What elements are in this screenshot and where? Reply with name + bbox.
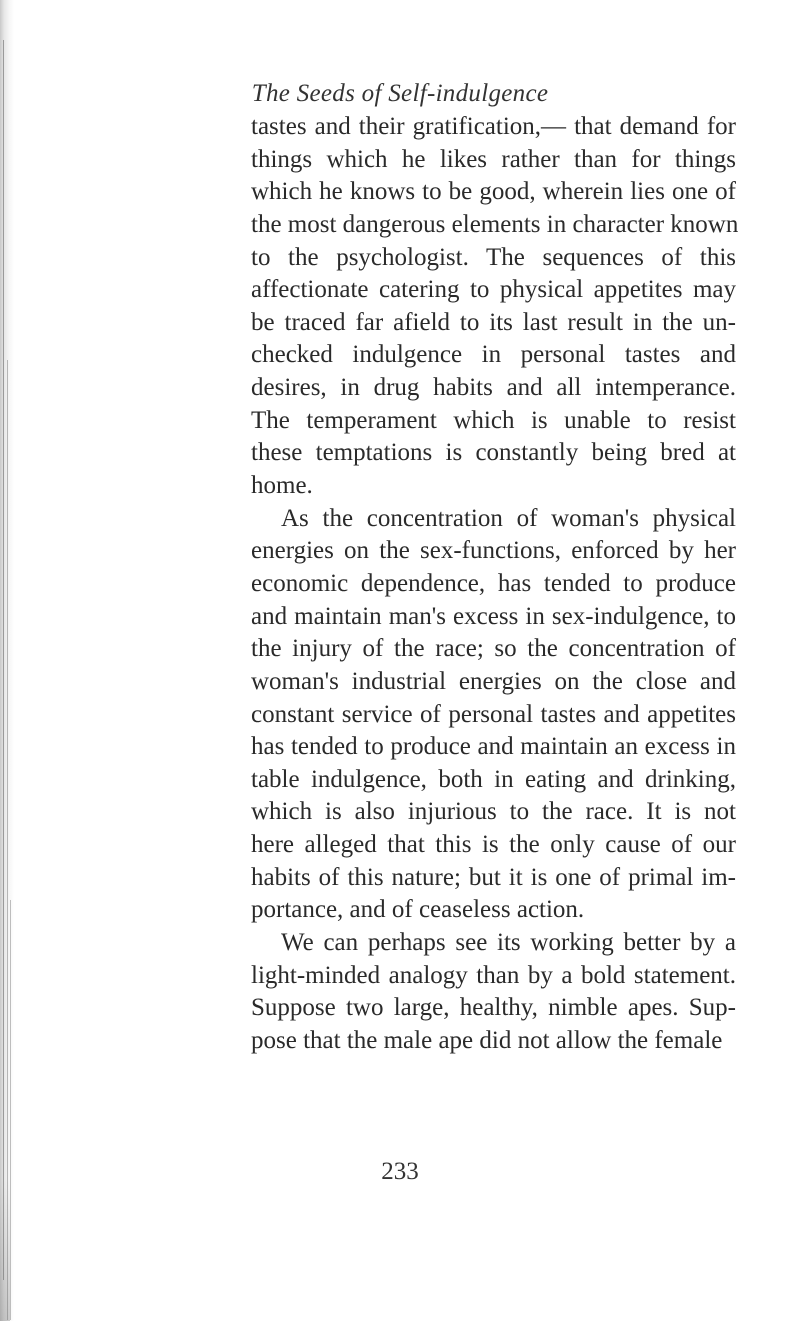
text-line: constant service of personal tastes and appetites [251, 700, 736, 728]
edge-line [10, 900, 11, 1320]
text-line: As the concentration of woman's physical [281, 504, 736, 532]
text-line: light-minded analogy than by a bold statement. [251, 961, 736, 989]
text-line: portance, and of ceaseless action. [251, 896, 585, 924]
text-line: which is also injurious to the race. It is not [251, 798, 736, 826]
text-line: We can perhaps see its working better by a [281, 929, 736, 957]
text-line: be traced far afield to its last result in the un- [251, 308, 736, 336]
text-line: desires, in drug habits and all intemperance. [251, 374, 736, 402]
page-binding-edge [0, 0, 14, 1321]
text-line: pose that the male ape did not allow the female [251, 1026, 723, 1054]
text-line: which he knows to be good, wherein lies one of [251, 178, 736, 206]
text-line: checked indulgence in personal tastes and [251, 341, 736, 369]
text-line: tastes and their gratification,— that demand for [251, 113, 736, 140]
text-line: here alleged that this is the only cause of our [251, 831, 736, 859]
text-line: the most dangerous elements in character known [251, 210, 739, 238]
text-line: home. [251, 472, 313, 500]
text-line: Suppose two large, healthy, nimble apes. Sup- [251, 994, 736, 1022]
page-number: 233 [381, 1158, 419, 1185]
text-line: economic dependence, has tended to produce [251, 569, 736, 597]
edge-shadow [0, 1180, 10, 1321]
text-line: these temptations is constantly being bred at [251, 439, 736, 467]
text-line: table indulgence, both in eating and drinking, [251, 765, 736, 793]
text-line: things which he likes rather than for things [251, 145, 736, 173]
text-line: the injury of the race; so the concentration of [251, 635, 736, 663]
text-line: affectionate catering to physical appetites may [251, 276, 736, 304]
text-line: to the psychologist. The sequences of this [251, 243, 736, 271]
text-line: energies on the sex-functions, enforced by her [251, 537, 736, 565]
text-line: habits of this nature; but it is one of primal im- [251, 863, 736, 891]
body-text [251, 111, 739, 1058]
text-line: woman's industrial energies on the close and [251, 667, 736, 695]
text-line: The temperament which is unable to resist [251, 406, 736, 434]
text-line: and maintain man's excess in sex-indulgence, to [251, 602, 736, 630]
text-line: has tended to produce and maintain an excess in [251, 733, 736, 761]
edge-line [3, 40, 4, 1280]
running-head: The Seeds of Self-indulgence [251, 80, 549, 107]
